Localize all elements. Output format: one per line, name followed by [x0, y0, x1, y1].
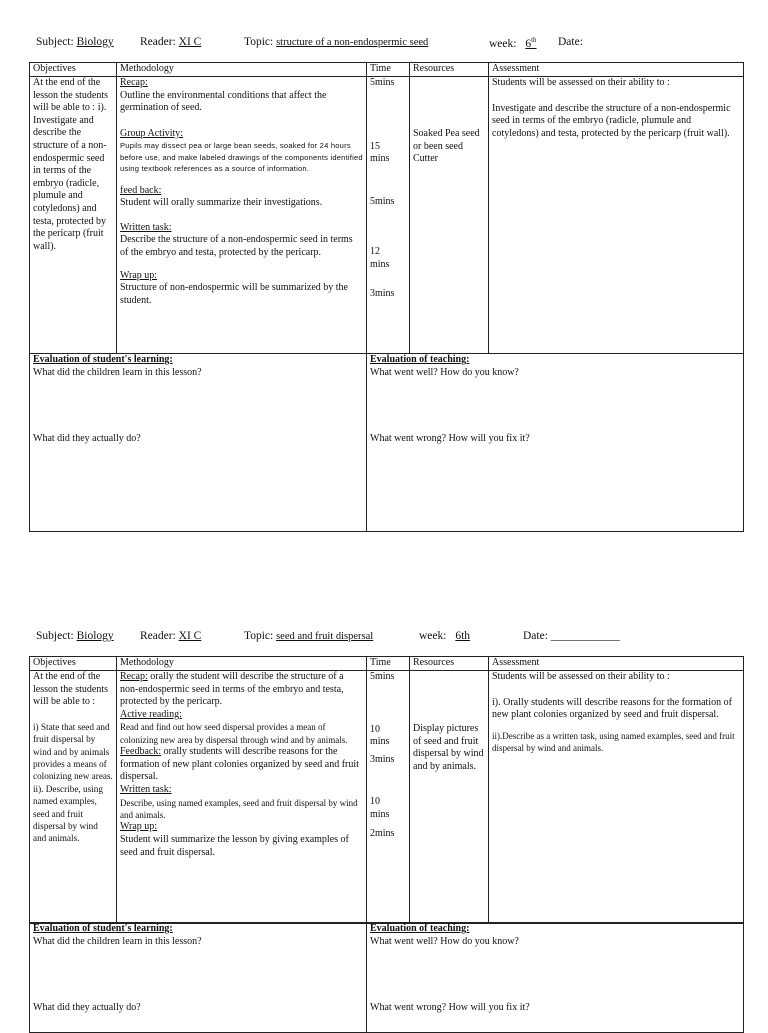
eval-student-cell	[30, 923, 367, 1033]
time-cell	[367, 671, 410, 924]
topic-label: Topic:	[244, 630, 274, 642]
topic-value: structure of a non-endospermic seed	[276, 37, 429, 48]
reader-value: XI C	[178, 36, 202, 48]
time-cell	[367, 77, 410, 354]
plan1-content-row	[30, 77, 744, 354]
objectives-cell: At the end of the lesson the students will be able to : i). Investigate and describe the structure of a non-endospermic seed in terms of the embryo (radicle, plumule and cotyledons) and testa, protected by the pericarp (fruit wall).	[30, 77, 117, 354]
assessment-item-2: ii).Describe as a written task, using named examples, seed and fruit dispersal by wind and animals.	[492, 730, 735, 754]
plan1-topic	[244, 36, 428, 48]
group-activity-heading: Group Activity:	[120, 127, 184, 139]
date-label: Date:	[523, 630, 548, 642]
written-task-text: Describe, using named examples, seed and fruit dispersal by wind and animals.	[120, 797, 358, 820]
methodology-cell	[117, 77, 367, 354]
resources-text: Display pictures of seed and fruit dispersal by wind and by animals.	[413, 723, 484, 772]
topic-value: seed and fruit dispersal	[276, 631, 374, 642]
eval-teaching-heading: Evaluation of teaching:	[370, 354, 470, 365]
resources-text: Soaked Pea seed or been seed Cutter	[413, 128, 480, 165]
plan1-header-row	[30, 63, 744, 77]
objectives-intro: At the end of the lesson the students will be able to :	[33, 671, 108, 708]
plan2-header-row	[30, 657, 744, 671]
subject-value: Biology	[76, 630, 114, 642]
date-value: ____________	[550, 630, 620, 642]
assessment-intro: Students will be assessed on their ability to :	[492, 671, 670, 682]
written-task-text: Describe the structure of a non-endospermic seed in terms of the embryo and testa, protected by the pericarp.	[120, 234, 353, 258]
plan1-header	[36, 36, 114, 48]
reader-label: Reader:	[140, 36, 176, 48]
col-assessment: Assessment	[489, 63, 744, 77]
assessment-item-1: i). Orally students will describe reasons for the formation of new plant colonies organized by seed and fruit dispersal.	[492, 696, 732, 721]
assessment-cell	[489, 77, 744, 354]
eval-teaching-heading: Evaluation of teaching:	[370, 923, 470, 934]
time-2: 15 mins	[370, 140, 390, 165]
objectives-text: i) State that seed and fruit dispersal by wind and by animals provides a means of colonizing new areas. ii). Describe, using named examples, seed and fruit dispersal by wind and animals.	[33, 721, 113, 844]
eval-student-q1: What did the children learn in this lesson?	[33, 935, 202, 947]
wrap-up-text: Student will summarize the lesson by giving examples of seed and fruit dispersal.	[120, 833, 349, 858]
eval-teaching-q1: What went well? How do you know?	[370, 935, 519, 947]
time-4: 12 mins	[370, 246, 390, 270]
plan1-week	[489, 36, 537, 50]
plan2-topic	[244, 630, 373, 642]
objectives-cell	[30, 671, 117, 924]
active-reading-heading: Active reading:	[120, 708, 182, 720]
eval-teaching-q1: What went well? How do you know?	[370, 366, 519, 378]
plan1-reader	[140, 36, 201, 48]
eval-student-q2: What did they actually do?	[33, 433, 141, 445]
topic-label: Topic:	[244, 36, 274, 48]
time-5: 2mins	[370, 827, 395, 839]
eval-teaching-q2: What went wrong? How will you fix it?	[370, 433, 530, 445]
assessment-text: Investigate and describe the structure of a non-endospermic seed in terms of the embryo (radicle, plumule and cotyledons) and testa, protected by the pericarp (fruit wall).	[492, 102, 731, 139]
active-reading-text: Read and find out how seed dispersal provides a mean of colonizing new area by dispersal through wind and by animals.	[120, 722, 348, 745]
subject-label: Subject:	[36, 36, 74, 48]
subject-value: Biology	[76, 36, 114, 48]
group-activity-text: Pupils may dissect pea or large bean seeds, soaked for 24 hours before use, and make labeled drawings of the components identified using textbook references as a source of information.	[120, 141, 363, 174]
time-2: 10 mins	[370, 723, 390, 748]
week-value: 6	[525, 37, 532, 50]
time-5: 3mins	[370, 287, 395, 299]
time-1: 5mins	[370, 671, 395, 682]
recap-heading: Recap:	[120, 77, 148, 88]
col-resources: Resources	[410, 657, 489, 671]
plan1-date	[558, 36, 583, 48]
time-3: 5mins	[370, 195, 395, 207]
subject-label: Subject:	[36, 630, 74, 642]
time-1: 5mins	[370, 77, 395, 88]
recap-heading: Recap:	[120, 671, 148, 682]
resources-cell	[410, 77, 489, 354]
date-label: Date:	[558, 36, 583, 48]
plan2-week	[419, 630, 470, 642]
eval-student-heading: Evaluation of student's learning:	[33, 923, 173, 934]
plan2-header	[36, 630, 114, 642]
plan2-content-row	[30, 671, 744, 924]
assessment-intro: Students will be assessed on their ability to :	[492, 77, 670, 88]
week-label: week:	[419, 630, 447, 642]
col-time: Time	[367, 657, 410, 671]
reader-value: XI C	[178, 630, 202, 642]
eval-teaching-q2: What went wrong? How will you fix it?	[370, 1002, 530, 1014]
plan2-table	[29, 656, 744, 924]
recap-text: Outline the environmental conditions that affect the germination of seed.	[120, 89, 327, 114]
written-task-heading: Written task:	[120, 221, 172, 233]
col-objectives: Objectives	[30, 657, 117, 671]
plan1-evaluation	[29, 353, 744, 532]
time-4: 10 mins	[370, 796, 390, 820]
plan1-table	[29, 62, 744, 354]
feedback-heading: feed back:	[120, 184, 162, 196]
reader-label: Reader:	[140, 630, 176, 642]
wrap-up-heading: Wrap up:	[120, 821, 158, 833]
wrap-up-text: Structure of non-endospermic will be summarized by the student.	[120, 282, 348, 306]
feedback-text: orally students will describe reasons for the formation of new plant colonies organized by seed and fruit dispersal.	[120, 746, 359, 783]
eval-student-q1: What did the children learn in this lesson?	[33, 366, 202, 378]
feedback-text: Student will orally summarize their investigations.	[120, 197, 323, 209]
col-assessment: Assessment	[489, 657, 744, 671]
col-time: Time	[367, 63, 410, 77]
eval-student-q2: What did they actually do?	[33, 1002, 141, 1014]
week-value: 6th	[455, 630, 471, 642]
written-task-heading: Written task:	[120, 783, 172, 795]
methodology-cell	[117, 671, 367, 924]
eval-teaching-cell	[367, 354, 744, 532]
col-resources: Resources	[410, 63, 489, 77]
col-objectives: Objectives	[30, 63, 117, 77]
week-label: week:	[489, 37, 517, 50]
plan2-reader	[140, 630, 201, 642]
week-sup: th	[531, 36, 537, 44]
eval-student-cell	[30, 354, 367, 532]
assessment-cell	[489, 671, 744, 924]
feedback-heading: Feedback:	[120, 746, 162, 758]
plan2-date	[523, 630, 620, 642]
plan2-evaluation	[29, 922, 744, 1033]
wrap-up-heading: Wrap up:	[120, 269, 158, 281]
eval-student-heading: Evaluation of student's learning:	[33, 354, 173, 365]
eval-teaching-cell	[367, 923, 744, 1033]
col-methodology: Methodology	[117, 63, 367, 77]
col-methodology: Methodology	[117, 657, 367, 671]
time-3: 3mins	[370, 753, 395, 765]
resources-cell	[410, 671, 489, 924]
recap-text: orally the student will describe the structure of a non-endospermic seed in terms of the embryo and testa, protected by the pericarp.	[120, 671, 344, 708]
